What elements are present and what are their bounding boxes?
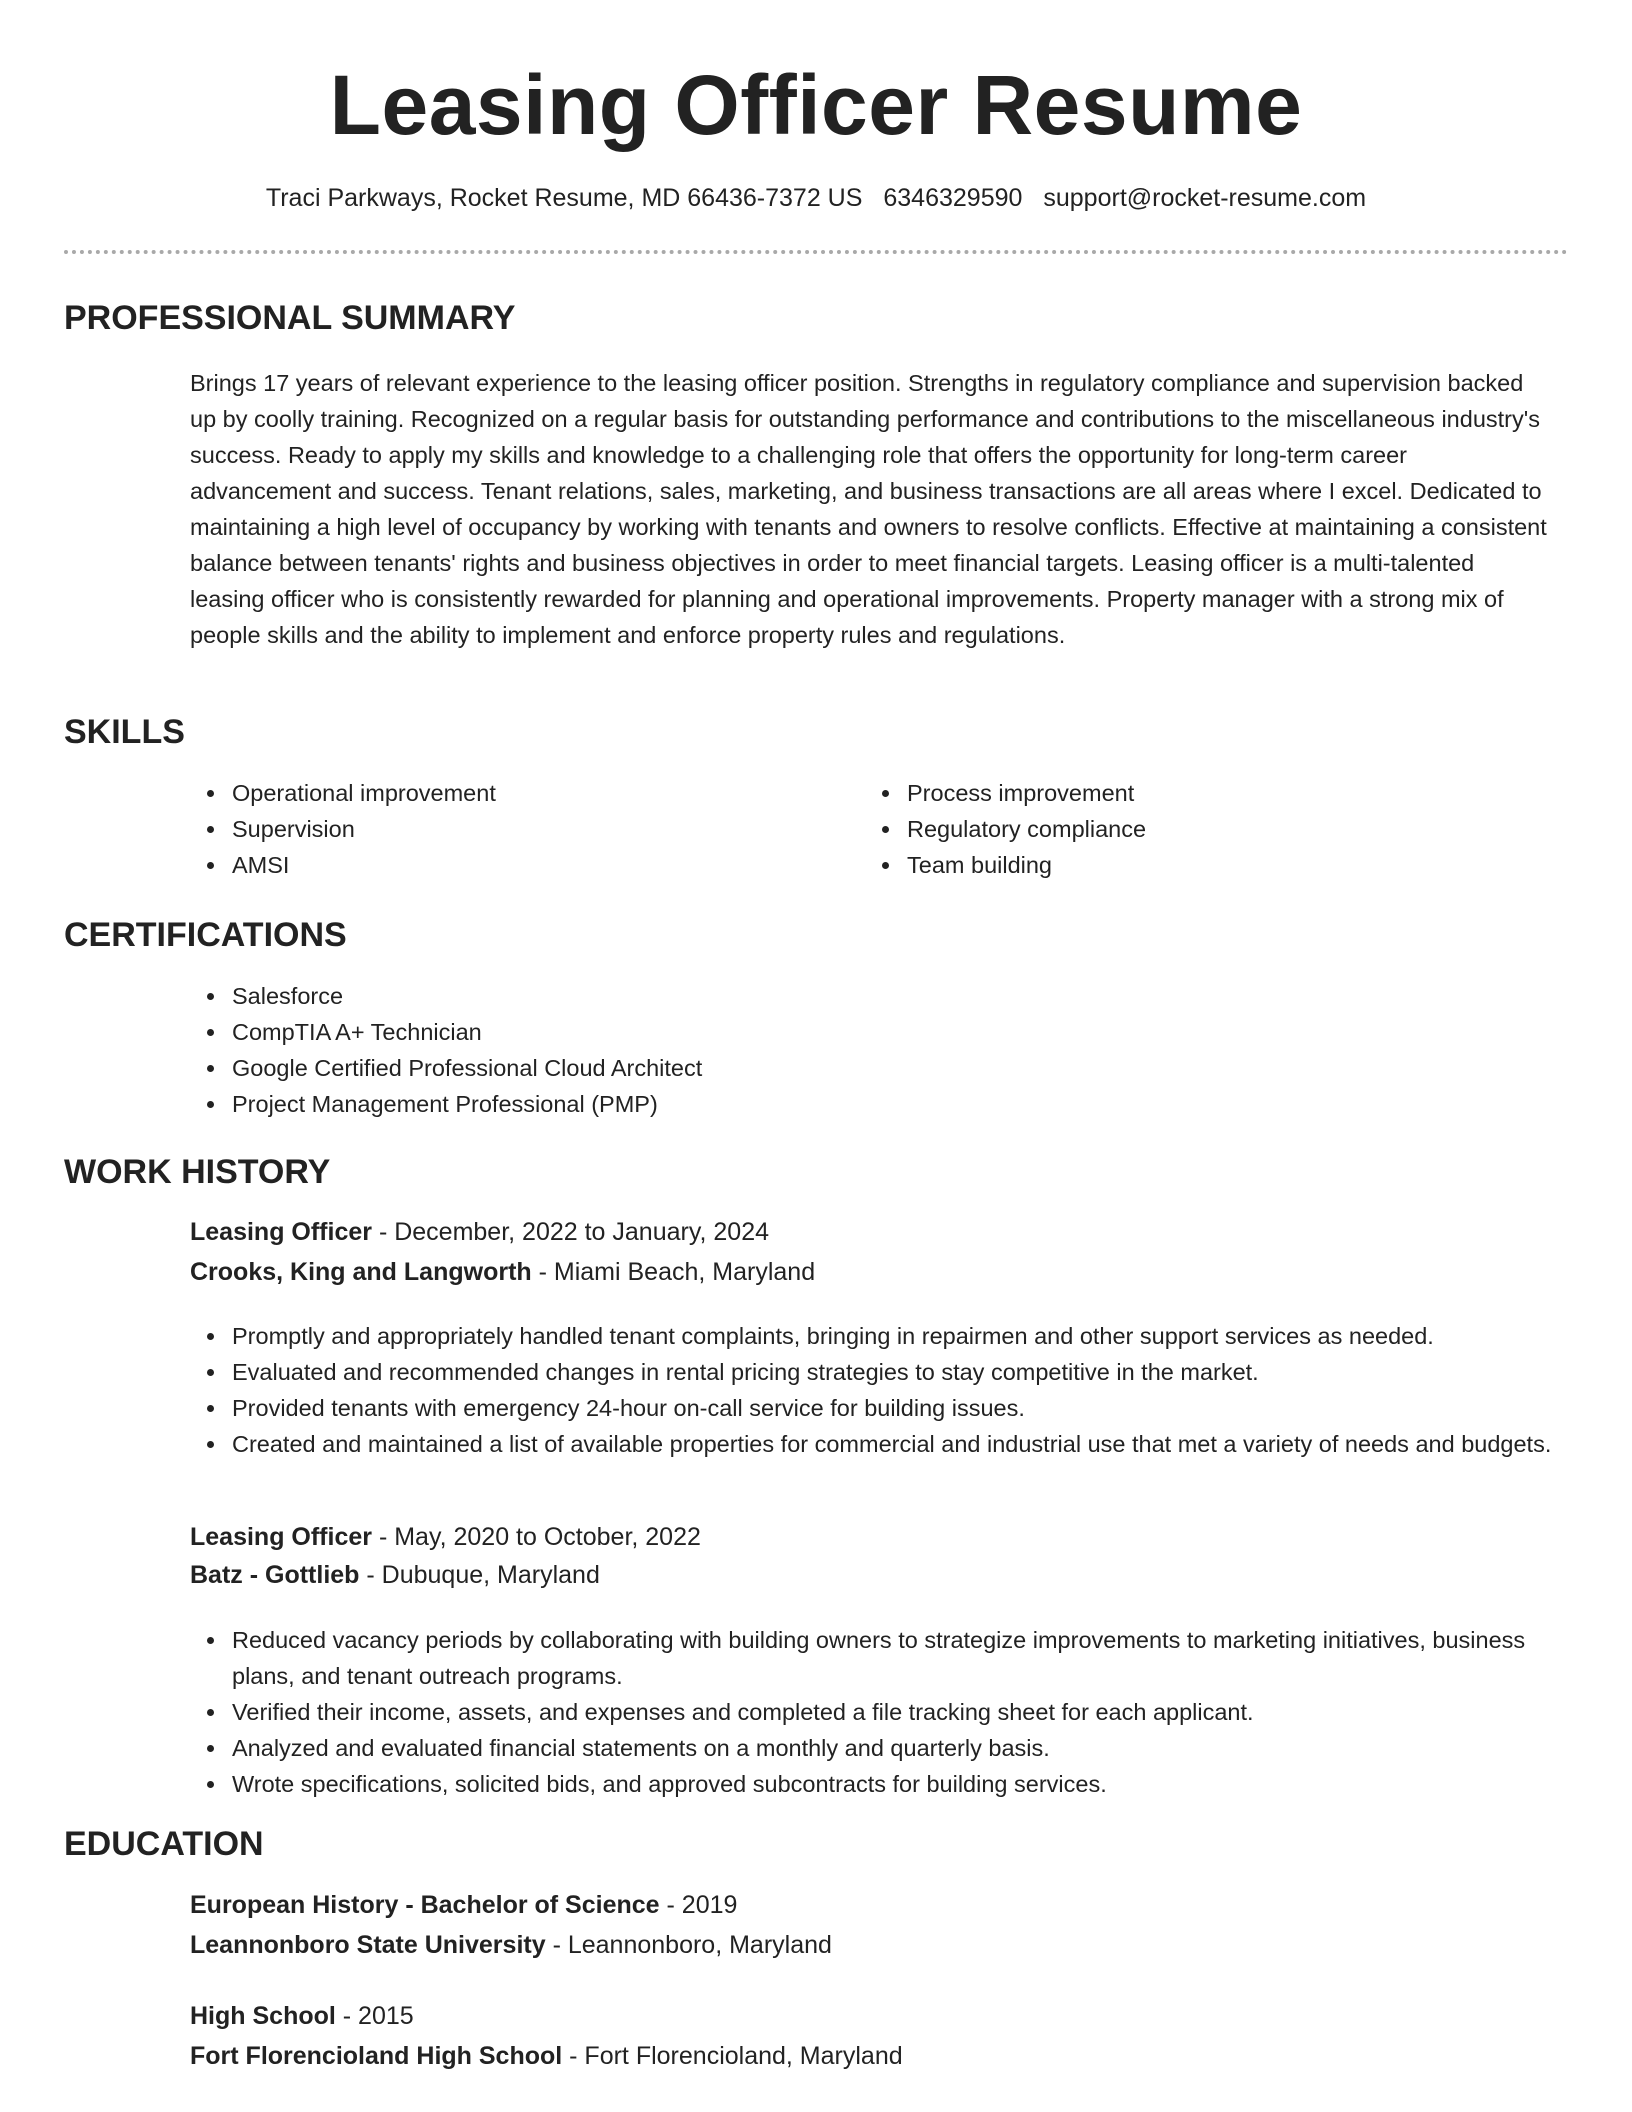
education-school: Leannonboro State University xyxy=(190,1931,546,1959)
job-company: Crooks, King and Langworth xyxy=(190,1258,532,1286)
education-degree-line xyxy=(190,1998,414,2034)
skills-list-right xyxy=(863,775,1507,883)
job-bullet: Verified their income, assets, and expenses and completed a file tracking sheet for each applicant. xyxy=(232,1694,1592,1730)
header-divider xyxy=(64,250,1568,254)
education-school-line xyxy=(190,1927,832,1963)
certification-item: Project Management Professional (PMP) xyxy=(232,1086,1532,1122)
education-year: - 2019 xyxy=(659,1891,738,1919)
certification-item: CompTIA A+ Technician xyxy=(232,1014,1532,1050)
job-bullets xyxy=(188,1318,1592,1462)
job-title-line xyxy=(190,1214,769,1250)
skills-list-left xyxy=(188,775,832,883)
work-history-heading: WORK HISTORY xyxy=(64,1153,331,1191)
job-bullet: Promptly and appropriately handled tenant complaints, bringing in repairmen and other support services as needed. xyxy=(232,1318,1592,1354)
job-title: Leasing Officer xyxy=(190,1523,372,1551)
skill-item: Operational improvement xyxy=(232,775,832,811)
job-bullets xyxy=(188,1622,1592,1802)
job-dates: - May, 2020 to October, 2022 xyxy=(372,1523,701,1551)
education-year: - 2015 xyxy=(335,2002,414,2030)
job-company-line xyxy=(190,1557,600,1593)
education-location: - Fort Florencioland, Maryland xyxy=(562,2042,903,2070)
job-bullet: Reduced vacancy periods by collaborating with building owners to strategize improvements to marketing initiatives, business plans, and tenant outreach programs. xyxy=(232,1622,1592,1694)
certification-item: Salesforce xyxy=(232,978,1532,1014)
contact-phone: 6346329590 xyxy=(883,184,1023,212)
resume-title: Leasing Officer Resume xyxy=(329,58,1303,152)
contact-line xyxy=(0,180,1632,216)
job-bullet: Created and maintained a list of available properties for commercial and industrial use that met a variety of needs and budgets. xyxy=(232,1426,1592,1462)
job-location: - Miami Beach, Maryland xyxy=(531,1258,816,1286)
education-degree-line xyxy=(190,1887,737,1923)
skill-item: Team building xyxy=(907,847,1507,883)
certifications-list xyxy=(188,978,1532,1122)
skills-heading: SKILLS xyxy=(64,713,185,751)
education-degree: European History - Bachelor of Science xyxy=(190,1891,660,1919)
job-bullet: Provided tenants with emergency 24-hour on-call service for building issues. xyxy=(232,1390,1592,1426)
contact-email[interactable]: support@rocket-resume.com xyxy=(1043,184,1367,212)
education-school: Fort Florencioland High School xyxy=(190,2042,563,2070)
summary-heading: PROFESSIONAL SUMMARY xyxy=(64,299,516,337)
job-location: - Dubuque, Maryland xyxy=(359,1561,600,1589)
job-title: Leasing Officer xyxy=(190,1218,372,1246)
job-bullet: Wrote specifications, solicited bids, and approved subcontracts for building services. xyxy=(232,1766,1592,1802)
job-company-line xyxy=(190,1254,815,1290)
summary-text: Brings 17 years of relevant experience to the leasing officer position. Strengths in regulatory compliance and supervision backed up by coolly training. Recognized on a regular basis for outstanding performance and contributions to the miscellaneous industry's success. Ready to apply my skills and knowledge to a challenging role that offers the opportunity for long-term career advancement and success. Tenant relations, sales, marketing, and business transactions are all areas where I excel. Dedicated to maintaining a high level of occupancy by working with tenants and owners to resolve conflicts. Effective at maintaining a consistent balance between tenants' rights and business objectives in order to meet financial targets. Leasing officer is a multi-talented leasing officer who is consistently rewarded for planning and operational improvements. Property manager with a strong mix of people skills and the ability to implement and enforce property rules and regulations. xyxy=(190,370,1547,648)
skill-item: Regulatory compliance xyxy=(907,811,1507,847)
job-bullet: Analyzed and evaluated financial statements on a monthly and quarterly basis. xyxy=(232,1730,1592,1766)
job-bullet: Evaluated and recommended changes in rental pricing strategies to stay competitive in the market. xyxy=(232,1354,1592,1390)
skill-item: AMSI xyxy=(232,847,832,883)
education-school-line xyxy=(190,2038,903,2074)
job-dates: - December, 2022 to January, 2024 xyxy=(372,1218,769,1246)
education-heading: EDUCATION xyxy=(64,1825,264,1863)
contact-address: Traci Parkways, Rocket Resume, MD 66436-7372 US xyxy=(265,184,863,212)
certification-item: Google Certified Professional Cloud Architect xyxy=(232,1050,1532,1086)
education-location: - Leannonboro, Maryland xyxy=(545,1931,832,1959)
job-title-line xyxy=(190,1519,701,1555)
skill-item: Process improvement xyxy=(907,775,1507,811)
certifications-heading: CERTIFICATIONS xyxy=(64,916,347,954)
job-company: Batz - Gottlieb xyxy=(190,1561,360,1589)
education-degree: High School xyxy=(190,2002,336,2030)
skill-item: Supervision xyxy=(232,811,832,847)
